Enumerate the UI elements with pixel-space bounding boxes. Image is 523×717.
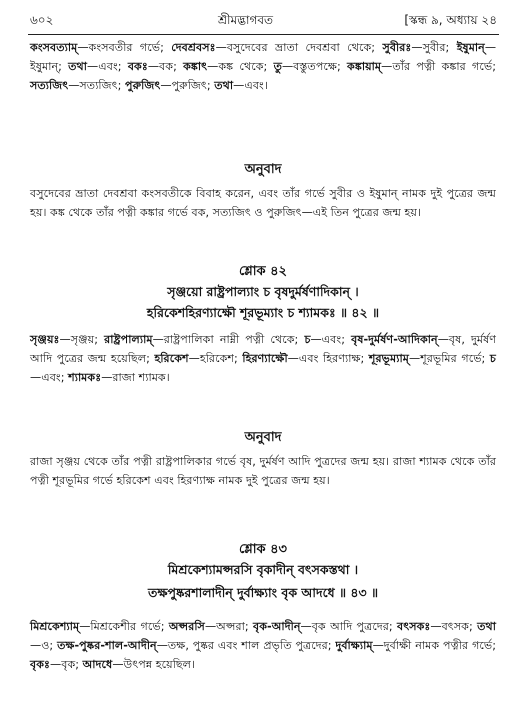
synonym-meaning: হরিকেশ; xyxy=(199,352,238,365)
synonym-meaning: এবং; xyxy=(41,371,65,384)
synonym-dash: — xyxy=(112,658,124,671)
synonym-term: বৃকঃ xyxy=(30,658,51,671)
synonym-meaning: রাজা শ্যামক। xyxy=(112,371,170,384)
verse-43-line-2: তক্ষপুষ্করশালাদীন্ দুর্বাক্ষ্যাং বৃক আদধে ॥ ৪৩ ॥ xyxy=(147,585,379,600)
synonym-term: রাষ্ট্রপাল্যাম্ xyxy=(104,333,153,346)
header-divider xyxy=(28,34,499,35)
verse-43-line-1: মিশ্রকেশ্যামপ্সরসি বৃকাদীন্ বৎসকস্তথা । xyxy=(167,562,359,577)
verse-42-line-2: হরিকেশহিরণ্যাক্ষৌ শূরভূম্যাং চ শ্যামকঃ ॥ ৪২ ॥ xyxy=(146,305,380,320)
page-number: ৬০২ xyxy=(30,13,54,27)
synonym-dash: — xyxy=(287,352,299,365)
synonym-dash: — xyxy=(215,41,227,54)
synonym-meaning: কংসবতীর গর্ভে; xyxy=(88,41,164,54)
synonym-term: বৃক-আদীন্ xyxy=(253,620,301,633)
synonym-term: তথা xyxy=(214,79,234,92)
synonym-dash: — xyxy=(77,41,89,54)
synonym-dash: — xyxy=(381,60,393,73)
synonym-dash: — xyxy=(30,371,42,384)
synonym-term: সৃঞ্জয়ঃ xyxy=(30,333,60,346)
synonyms-block-1 xyxy=(30,38,496,95)
synonym-dash: — xyxy=(281,60,294,73)
synonym-meaning: মিশ্রকেশীর গর্ভে; xyxy=(90,620,165,633)
synonym-meaning: সত্যজিৎ; xyxy=(79,79,122,92)
synonym-dash: — xyxy=(408,352,421,365)
synonym-term: সুবীরঃ xyxy=(382,41,412,54)
synonym-meaning: পুরুজিৎ; xyxy=(171,79,211,92)
synonym-term: চ xyxy=(489,352,496,365)
synonym-term: কঙ্কায়াম্ xyxy=(347,60,382,73)
translation-heading-2: অনুবাদ xyxy=(244,430,282,445)
synonym-meaning: বসুদেবের ভ্রাতা দেবশ্রবা থেকে; xyxy=(226,41,376,54)
verse-42-label: শ্লোক ৪২ xyxy=(238,264,288,279)
synonym-dash: — xyxy=(160,79,172,92)
synonym-term: অপ্সরসি xyxy=(168,620,205,633)
synonym-term: কঙ্কাৎ xyxy=(183,60,208,73)
synonym-term: বকঃ xyxy=(127,60,148,73)
synonym-term: ইষুমান্ xyxy=(456,41,485,54)
synonym-meaning: তাঁর পত্নী কঙ্কার গর্ভে; xyxy=(392,60,496,73)
synonym-dash: — xyxy=(59,333,71,346)
synonym-term: দুর্বাক্ষ্যাম্ xyxy=(335,639,373,652)
translation-heading-1: অনুবাদ xyxy=(244,162,282,177)
page-header xyxy=(0,0,523,36)
synonym-dash: — xyxy=(430,620,442,633)
synonym-dash: — xyxy=(411,41,423,54)
synonym-meaning: এবং; xyxy=(98,60,122,73)
synonym-dash: — xyxy=(310,333,322,346)
book-title: শ্রীমদ্ভাগবত xyxy=(218,13,274,27)
translation-text-1: বসুদেবের ভ্রাতা দেবশ্রবা কংসবতীকে বিবাহ করেন, এবং তাঁর গর্ভে সুবীর ও ইষুমান্ নামক দুই পুত্রের জন্ম হয়। কঙ্ক থেকে তাঁর পত্নী কঙ্কার গর্ভে বক, সত্যজিৎ ও পুরুজিৎ—এই তিন পুত্রের জন্ম হয়। xyxy=(30,187,496,219)
synonym-dash: — xyxy=(79,620,91,633)
synonym-meaning: বৃক; xyxy=(61,658,80,671)
synonym-term: সত্যজিৎ xyxy=(30,79,69,92)
synonym-term: হরিকেশ xyxy=(154,352,189,365)
synonym-meaning: সুবীর; xyxy=(422,41,450,54)
synonym-meaning: ইষুমান্; xyxy=(30,60,62,73)
synonym-term: কংসবত্যাম্ xyxy=(30,41,78,54)
synonym-meaning: ও; xyxy=(41,639,54,652)
synonym-meaning: বৃষ, দুর্মর্ষণ আদি পুত্রের জন্ম হয়েছিল; xyxy=(30,333,497,365)
synonym-term: হিরণ্যাক্ষৌ xyxy=(242,352,288,365)
synonym-meaning: বৎসক; xyxy=(441,620,473,633)
synonym-meaning: শূরভূমির গর্ভে; xyxy=(420,352,486,365)
synonym-meaning: কঙ্ক থেকে; xyxy=(218,60,268,73)
synonym-dash: — xyxy=(372,639,384,652)
synonym-term: বৃষ-দুর্মর্ষণ-আদিকান্ xyxy=(351,333,438,346)
synonym-meaning: উৎপন্ন হয়েছিল। xyxy=(123,658,196,671)
synonym-term: চ xyxy=(304,333,311,346)
synonym-term: শ্যামকঃ xyxy=(68,371,102,384)
synonym-dash: — xyxy=(233,79,245,92)
synonym-meaning: অপ্সরা; xyxy=(216,620,249,633)
synonym-dash: — xyxy=(87,60,99,73)
synonym-term: শূরভূম্যাম্ xyxy=(368,352,409,365)
synonym-meaning: বস্তুতপক্ষে; xyxy=(293,60,341,73)
synonym-term: পুরুজিৎ xyxy=(124,79,161,92)
synonym-dash: — xyxy=(101,371,113,384)
synonym-meaning: তক্ষ, পুষ্কর এবং শাল প্রভৃতি পুত্রদের; xyxy=(167,639,332,652)
synonyms-block-3 xyxy=(30,617,496,674)
synonym-dash: — xyxy=(30,639,42,652)
synonym-meaning: এবং হিরণ্যাক্ষ; xyxy=(298,352,365,365)
synonym-term: আদধে xyxy=(82,658,113,671)
synonym-meaning: সৃঞ্জয়; xyxy=(70,333,99,346)
synonym-term: দেবশ্রবসঃ xyxy=(171,41,216,54)
synonym-dash: — xyxy=(50,658,62,671)
synonym-dash: — xyxy=(156,639,168,652)
synonym-meaning: এবং; xyxy=(321,333,345,346)
synonym-dash: — xyxy=(68,79,80,92)
synonym-dash: — xyxy=(188,352,200,365)
synonym-meaning: দুর্বাক্ষী নামক পত্নীর গর্ভে; xyxy=(383,639,497,652)
verse-43-label: শ্লোক ৪৩ xyxy=(238,542,288,557)
synonym-term: তথা xyxy=(477,620,496,633)
synonym-dash: — xyxy=(204,620,217,633)
synonym-dash: — xyxy=(147,60,160,73)
verse-42-line-1: সৃঞ্জয়ো রাষ্ট্রপাল্যাং চ বৃষদুর্মর্ষণাদিকান্ । xyxy=(167,284,359,299)
synonym-term: তথা xyxy=(68,60,88,73)
synonym-term: মিশ্রকেশ্যাম্ xyxy=(30,620,80,633)
synonym-dash: — xyxy=(207,60,219,73)
section-reference: [স্কন্ধ ৯, অধ্যায় ২৪ xyxy=(404,13,497,27)
synonym-term: তক্ষ-পুষ্কর-শাল-আদীন্ xyxy=(57,639,157,652)
synonym-meaning: এবং। xyxy=(244,79,268,92)
synonym-term: বৎসকঃ xyxy=(396,620,431,633)
synonym-meaning: বৃক আদি পুত্রদের; xyxy=(311,620,393,633)
synonym-meaning: বক; xyxy=(159,60,177,73)
synonym-dash: — xyxy=(152,333,164,346)
synonym-dash: — xyxy=(484,41,497,54)
translation-text-2: রাজা সৃঞ্জয় থেকে তাঁর পত্নী রাষ্ট্রপালিকার গর্ভে বৃষ, দুর্মর্ষণ আদি পুত্রদের জন্ম হয়। রাজা শ্যামক থেকে তাঁর পত্নী শূরভূমির গর্ভে হরিকেশ এবং হিরণ্যাক্ষ নামক দুই পুত্রের জন্ম হয়। xyxy=(30,455,496,487)
synonym-meaning: রাষ্ট্রপালিকা নাম্নী পত্নী থেকে; xyxy=(163,333,299,346)
synonym-dash: — xyxy=(300,620,312,633)
synonyms-block-2 xyxy=(30,330,496,387)
synonym-term: তু xyxy=(273,60,282,73)
synonym-dash: — xyxy=(437,333,449,346)
